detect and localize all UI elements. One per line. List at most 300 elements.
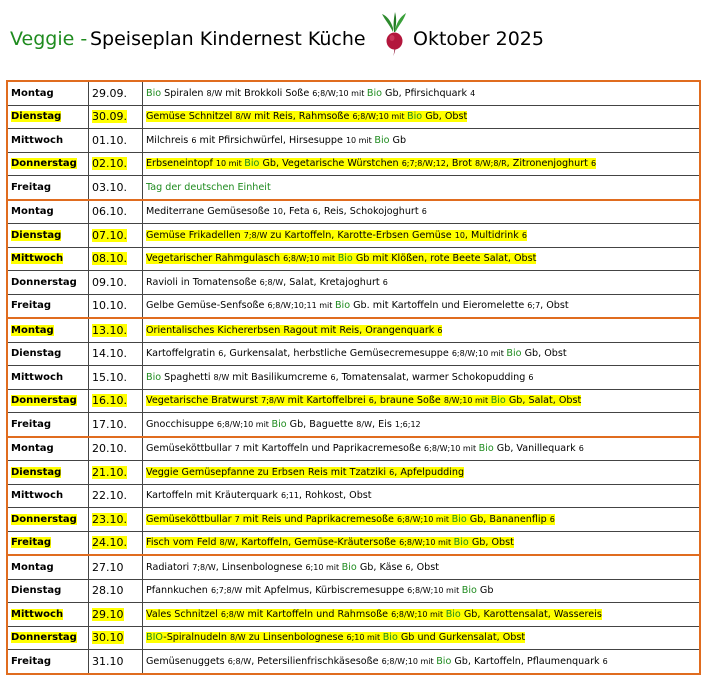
meal-segment: , Gurkensalat, herbstliche Gemüsecremesuppe xyxy=(223,348,452,360)
date-cell xyxy=(89,461,143,485)
allergen-codes: 6 xyxy=(368,396,374,406)
day-cell xyxy=(7,603,89,627)
day-cell xyxy=(7,366,89,390)
meal-cell xyxy=(143,603,701,627)
page-title: Speiseplan Kindernest Küche xyxy=(90,28,366,50)
day-label: Freitag xyxy=(11,300,52,312)
meal-cell xyxy=(143,366,701,390)
allergen-codes: 4 xyxy=(470,88,476,98)
meal-text xyxy=(146,300,569,311)
meal-segment: mit Brokkoli Soße xyxy=(222,87,313,99)
date-cell xyxy=(89,176,143,200)
allergen-codes: 6;10 mit xyxy=(346,633,383,643)
table-row xyxy=(7,626,700,650)
day-cell xyxy=(7,579,89,603)
meal-text xyxy=(146,656,608,667)
allergen-codes: 10 mit xyxy=(345,135,375,145)
meal-segment: Gemüseköttbullar xyxy=(146,513,235,525)
allergen-codes: 10 xyxy=(272,207,283,217)
allergen-codes: 8/W xyxy=(235,112,252,122)
allergen-codes: 6 xyxy=(330,372,336,382)
allergen-codes: 6 xyxy=(549,514,555,524)
bio-label: Tag der deutschen Einheit xyxy=(146,181,271,193)
table-row xyxy=(7,176,700,200)
allergen-codes: 6;11 xyxy=(280,491,299,501)
meal-cell xyxy=(143,413,701,437)
day-cell xyxy=(7,342,89,366)
page-header xyxy=(10,12,700,62)
meal-segment: Erbseneintopf xyxy=(146,158,216,170)
day-cell xyxy=(7,271,89,295)
date-cell xyxy=(89,579,143,603)
date-cell xyxy=(89,555,143,579)
date-label: 31.10 xyxy=(92,654,124,668)
date-label: 02.10. xyxy=(92,157,127,171)
meal-segment: Gb. mit Kartoffeln und Eieromelette xyxy=(350,300,528,312)
meal-cell xyxy=(143,508,701,532)
day-cell xyxy=(7,413,89,437)
table-row xyxy=(7,342,700,366)
bio-label: Bio xyxy=(445,608,461,620)
meal-segment: Gb, Kartoffeln, Pflaumenquark xyxy=(451,655,603,667)
allergen-codes: 6 xyxy=(191,135,197,145)
allergen-codes: 6;8/W;10 mit xyxy=(312,88,367,98)
day-label: Freitag xyxy=(11,537,52,549)
date-label: 15.10. xyxy=(92,370,127,384)
day-cell xyxy=(7,318,89,342)
date-cell xyxy=(89,342,143,366)
meal-segment: Vegetarische Bratwurst xyxy=(146,395,262,407)
date-cell xyxy=(89,508,143,532)
allergen-codes: 6 xyxy=(578,444,584,454)
meal-segment: Gb, Salat, Obst xyxy=(505,395,582,407)
meal-segment: Vales Schnitzel xyxy=(146,608,221,620)
allergen-codes: 7;8/W xyxy=(261,396,285,406)
allergen-codes: 6;8/W;10 mit xyxy=(407,586,462,596)
meal-segment: , Apfelpudding xyxy=(394,466,465,478)
meal-cell xyxy=(143,626,701,650)
meal-segment: mit Reis, Rahmsoße xyxy=(251,111,353,123)
meal-text xyxy=(146,609,602,620)
date-cell xyxy=(89,626,143,650)
table-row xyxy=(7,650,700,674)
meal-segment: Gemüse Frikadellen xyxy=(146,229,244,241)
day-cell xyxy=(7,555,89,579)
allergen-codes: 6;8/W;10 mit xyxy=(399,538,454,548)
day-cell xyxy=(7,247,89,271)
meal-segment: Kartoffeln mit Kräuterquark xyxy=(146,490,281,502)
meal-cell xyxy=(143,437,701,461)
meal-cell xyxy=(143,105,701,129)
meal-text xyxy=(146,182,271,193)
meal-segment: , Zitronenjoghurt xyxy=(506,158,591,170)
table-row xyxy=(7,318,700,342)
meal-segment: Gemüsenuggets xyxy=(146,655,228,667)
day-cell xyxy=(7,294,89,318)
date-label: 30.10 xyxy=(92,631,124,645)
date-label: 29.09. xyxy=(92,86,127,100)
table-row xyxy=(7,200,700,224)
date-cell xyxy=(89,366,143,390)
allergen-codes: 6 xyxy=(312,207,318,217)
meal-cell xyxy=(143,318,701,342)
meal-segment: Gb, Pfirsichquark xyxy=(382,87,471,99)
meal-cell xyxy=(143,271,701,295)
day-label: Donnerstag xyxy=(11,632,77,644)
day-label: Freitag xyxy=(11,181,52,193)
date-label: 10.10. xyxy=(92,299,127,313)
meal-segment: , Petersilienfrischkäsesoße xyxy=(251,655,382,667)
table-row xyxy=(7,366,700,390)
date-cell xyxy=(89,603,143,627)
table-row xyxy=(7,437,700,461)
table-row xyxy=(7,603,700,627)
meal-cell xyxy=(143,484,701,508)
allergen-codes: 6;10 mit xyxy=(305,562,342,572)
meal-cell xyxy=(143,294,701,318)
date-cell xyxy=(89,247,143,271)
allergen-codes: 6 xyxy=(421,207,427,217)
menu-table-body xyxy=(7,81,700,674)
day-label: Dienstag xyxy=(11,229,62,241)
table-row xyxy=(7,531,700,555)
allergen-codes: 6 xyxy=(389,467,395,477)
meal-segment: Milchreis xyxy=(146,134,192,146)
date-cell xyxy=(89,105,143,129)
meal-segment: Kartoffelgratin xyxy=(146,348,219,360)
bio-label: Bio xyxy=(453,537,469,549)
meal-segment: , Brot xyxy=(445,158,475,170)
date-cell xyxy=(89,437,143,461)
meal-segment: Gnocchisuppe xyxy=(146,418,217,430)
allergen-codes: 6 xyxy=(528,372,534,382)
date-cell xyxy=(89,650,143,674)
allergen-codes: 6;8/W;10 mit xyxy=(352,112,408,122)
meal-text xyxy=(146,88,475,99)
meal-segment: Gb, Vanillequark xyxy=(493,443,579,455)
date-label: 13.10. xyxy=(92,323,127,337)
bio-label: BIO xyxy=(146,632,164,644)
day-label: Montag xyxy=(11,206,54,218)
bio-label: Bio xyxy=(436,655,452,667)
meal-segment: Gb, Vegetarische Würstchen xyxy=(259,158,402,170)
meal-segment: mit Kartoffeln und Rahmsoße xyxy=(244,608,392,620)
table-row xyxy=(7,129,700,153)
meal-cell xyxy=(143,176,701,200)
date-label: 09.10. xyxy=(92,275,127,289)
allergen-codes: 6 xyxy=(405,562,411,572)
meal-text xyxy=(146,277,388,288)
meal-segment: Gb und Gurkensalat, Obst xyxy=(397,632,526,644)
allergen-codes: 7;8/W xyxy=(243,230,268,240)
bio-label: Bio xyxy=(244,158,260,170)
meal-segment: zu Linsenbolognese xyxy=(245,632,347,644)
bio-label: Bio xyxy=(451,513,467,525)
allergen-codes: 6;7;8/W xyxy=(210,586,243,596)
day-cell xyxy=(7,437,89,461)
table-row xyxy=(7,555,700,579)
allergen-codes: 7 xyxy=(234,514,240,524)
day-label: Dienstag xyxy=(11,348,62,360)
day-cell xyxy=(7,626,89,650)
allergen-codes: 6;8/W;10 mit xyxy=(216,419,272,429)
allergen-codes: 7 xyxy=(234,444,240,454)
day-label: Dienstag xyxy=(11,466,62,478)
meal-text xyxy=(146,514,555,525)
meal-segment: mit Apfelmus, Kürbiscremesuppe xyxy=(242,585,408,597)
day-cell xyxy=(7,129,89,153)
meal-segment: , Obst xyxy=(410,561,440,573)
day-label: Mittwoch xyxy=(11,134,64,146)
bio-label: Bio xyxy=(146,87,162,99)
meal-segment: , Obst xyxy=(540,300,569,312)
allergen-codes: 6 xyxy=(382,277,388,287)
table-row xyxy=(7,294,700,318)
meal-segment: zu Kartoffeln, Karotte-Erbsen Gemüse xyxy=(267,229,455,241)
date-label: 08.10. xyxy=(92,252,127,266)
meal-segment: Gb mit Klößen, rote Beete Salat, Obst xyxy=(352,253,537,265)
meal-cell xyxy=(143,555,701,579)
meal-segment: , Rohkost, Obst xyxy=(298,490,372,502)
meal-text xyxy=(146,135,406,146)
date-label: 01.10. xyxy=(92,133,127,147)
allergen-codes: 10 xyxy=(454,230,465,240)
allergen-codes: 6;8/W;10;11 mit xyxy=(267,301,335,311)
month-label: Oktober 2025 xyxy=(413,28,544,50)
table-row xyxy=(7,105,700,129)
day-cell xyxy=(7,508,89,532)
meal-segment: Gb, Käse xyxy=(356,561,406,573)
date-cell xyxy=(89,484,143,508)
table-row xyxy=(7,484,700,508)
allergen-codes: 8/W xyxy=(213,372,230,382)
date-label: 27.10 xyxy=(92,560,124,574)
date-cell xyxy=(89,152,143,176)
bio-label: Bio xyxy=(146,371,162,383)
meal-segment: Gb xyxy=(389,134,407,146)
day-label: Mittwoch xyxy=(11,490,64,502)
meal-segment: Veggie Gemüsepfanne zu Erbsen Reis mit Tzatziki xyxy=(146,466,390,478)
meal-segment: Spaghetti xyxy=(161,371,214,383)
day-cell xyxy=(7,531,89,555)
date-label: 22.10. xyxy=(92,489,127,503)
allergen-codes: 8/W xyxy=(206,88,223,98)
bio-label: Bio xyxy=(366,87,382,99)
meal-segment: Gb, Baguette xyxy=(286,418,357,430)
day-cell xyxy=(7,200,89,224)
day-cell xyxy=(7,484,89,508)
meal-segment: Gb, Obst xyxy=(468,537,514,549)
date-label: 06.10. xyxy=(92,205,127,219)
table-row xyxy=(7,152,700,176)
meal-text xyxy=(146,562,439,573)
day-cell xyxy=(7,224,89,248)
date-cell xyxy=(89,271,143,295)
meal-text xyxy=(146,490,372,501)
date-label: 20.10. xyxy=(92,442,127,456)
date-cell xyxy=(89,294,143,318)
date-cell xyxy=(89,200,143,224)
day-cell xyxy=(7,389,89,413)
date-cell xyxy=(89,531,143,555)
day-label: Montag xyxy=(11,443,54,455)
allergen-codes: 6 xyxy=(602,656,608,666)
day-label: Montag xyxy=(11,87,54,99)
meal-text xyxy=(146,158,596,169)
allergen-codes: 6;8/W xyxy=(259,277,284,287)
meal-segment: , Feta xyxy=(282,206,313,218)
day-label: Mittwoch xyxy=(11,371,64,383)
veggie-label: Veggie - xyxy=(10,28,88,50)
date-label: 03.10. xyxy=(92,180,127,194)
meal-segment: Ravioli in Tomatensoße xyxy=(146,276,260,288)
meal-segment: , Multidrink xyxy=(464,229,522,241)
meal-text xyxy=(146,467,464,478)
day-cell xyxy=(7,176,89,200)
table-row xyxy=(7,579,700,603)
meal-segment: Gb, Obst xyxy=(521,348,567,360)
table-row xyxy=(7,461,700,485)
meal-text xyxy=(146,348,567,359)
table-row xyxy=(7,81,700,105)
bio-label: Bio xyxy=(374,134,390,146)
meal-cell xyxy=(143,152,701,176)
day-label: Freitag xyxy=(11,655,52,667)
bio-label: Bio xyxy=(382,632,398,644)
day-label: Dienstag xyxy=(11,585,62,597)
day-cell xyxy=(7,152,89,176)
table-row xyxy=(7,224,700,248)
day-cell xyxy=(7,461,89,485)
date-label: 28.10 xyxy=(92,584,124,598)
allergen-codes: 6;8/W;10 mit xyxy=(391,609,446,619)
bio-label: Bio xyxy=(407,111,423,123)
meal-segment: , Tomatensalat, warmer Schokopudding xyxy=(335,371,529,383)
allergen-codes: 6 xyxy=(437,325,443,335)
meal-cell xyxy=(143,531,701,555)
bio-label: Bio xyxy=(478,443,494,455)
date-cell xyxy=(89,224,143,248)
meal-segment: Pfannkuchen xyxy=(146,585,211,597)
bio-label: Bio xyxy=(490,395,506,407)
meal-cell xyxy=(143,200,701,224)
day-label: Montag xyxy=(11,324,54,336)
day-label: Freitag xyxy=(11,418,52,430)
meal-cell xyxy=(143,81,701,105)
meal-segment: , Reis, Schokojoghurt xyxy=(317,206,422,218)
allergen-codes: 8/W xyxy=(219,538,236,548)
meal-cell xyxy=(143,461,701,485)
allergen-codes: 6 xyxy=(521,230,527,240)
meal-cell xyxy=(143,579,701,603)
beetroot-icon xyxy=(379,12,409,56)
date-cell xyxy=(89,129,143,153)
allergen-codes: 6;8/W;10 mit xyxy=(424,444,479,454)
meal-cell xyxy=(143,650,701,674)
date-label: 16.10. xyxy=(92,394,127,408)
meal-text xyxy=(146,372,534,383)
meal-segment: Orientalisches Kichererbsen Ragout mit Reis, Orangenquark xyxy=(146,324,438,336)
table-row xyxy=(7,508,700,532)
meal-segment: mit Pfirsichwürfel, Hirsesuppe xyxy=(196,134,346,146)
meal-segment: , Salat, Kretajoghurt xyxy=(283,276,383,288)
date-cell xyxy=(89,389,143,413)
meal-segment: mit Basilikumcreme xyxy=(229,371,331,383)
meal-segment: Mediterrane Gemüsesoße xyxy=(146,206,273,218)
meal-segment: Gb, Bananenflip xyxy=(466,513,550,525)
day-label: Donnerstag xyxy=(11,158,77,170)
day-label: Donnerstag xyxy=(11,513,77,525)
day-cell xyxy=(7,650,89,674)
date-label: 30.09. xyxy=(92,110,127,124)
date-cell xyxy=(89,81,143,105)
allergen-codes: 6;8/W;10 mit xyxy=(451,349,507,359)
date-label: 17.10. xyxy=(92,417,127,431)
meal-segment: Gb, Obst xyxy=(422,111,468,123)
meal-segment: Gemüseköttbullar xyxy=(146,443,235,455)
meal-segment: , Linsenbolognese xyxy=(215,561,306,573)
meal-segment: Fisch vom Feld xyxy=(146,537,220,549)
day-cell xyxy=(7,81,89,105)
date-cell xyxy=(89,318,143,342)
date-label: 24.10. xyxy=(92,536,127,550)
table-row xyxy=(7,413,700,437)
meal-segment: , braune Soße xyxy=(373,395,444,407)
meal-segment: , Kartoffeln, Gemüse-Kräutersoße xyxy=(235,537,400,549)
meal-segment: Gb, Karottensalat, Wassereis xyxy=(460,608,602,620)
meal-text xyxy=(146,325,442,336)
bio-label: Bio xyxy=(271,418,287,430)
meal-text xyxy=(146,419,421,430)
date-cell xyxy=(89,413,143,437)
meal-cell xyxy=(143,247,701,271)
bio-label: Bio xyxy=(334,300,351,312)
allergen-codes: 7;8/W xyxy=(192,562,216,572)
allergen-codes: 8/W;10 mit xyxy=(443,396,491,406)
allergen-codes: 6 xyxy=(218,349,224,359)
day-label: Donnerstag xyxy=(11,276,77,288)
meal-text xyxy=(146,253,536,264)
meal-segment: mit Reis und Paprikacremesoße xyxy=(239,513,397,525)
allergen-codes: 10 mit xyxy=(215,159,245,169)
allergen-codes: 6;8/W;10 mit xyxy=(381,656,437,666)
meal-cell xyxy=(143,224,701,248)
table-row xyxy=(7,389,700,413)
meal-cell xyxy=(143,342,701,366)
meal-segment: -Spiralnudeln xyxy=(163,632,230,644)
meal-text xyxy=(146,443,584,454)
meal-cell xyxy=(143,389,701,413)
table-row xyxy=(7,247,700,271)
date-label: 29.10 xyxy=(92,607,124,621)
allergen-codes: 6 xyxy=(590,159,597,169)
allergen-codes: 6;7;8/W;12 xyxy=(401,159,446,169)
meal-text xyxy=(146,395,581,406)
meal-segment: mit Kartoffeln und Paprikacremesoße xyxy=(239,443,425,455)
allergen-codes: 6;7 xyxy=(527,301,541,311)
bio-label: Bio xyxy=(461,585,477,597)
date-label: 14.10. xyxy=(92,347,127,361)
meal-segment: Gelbe Gemüse-Senfsoße xyxy=(146,300,268,312)
allergen-codes: 8/W xyxy=(229,633,246,643)
meal-text xyxy=(146,111,467,122)
meal-text xyxy=(146,585,493,596)
meal-text xyxy=(146,537,514,548)
meal-text xyxy=(146,632,525,643)
day-label: Montag xyxy=(11,561,54,573)
allergen-codes: 6;8/W;10 mit xyxy=(397,514,452,524)
meal-segment: Gb xyxy=(476,585,494,597)
